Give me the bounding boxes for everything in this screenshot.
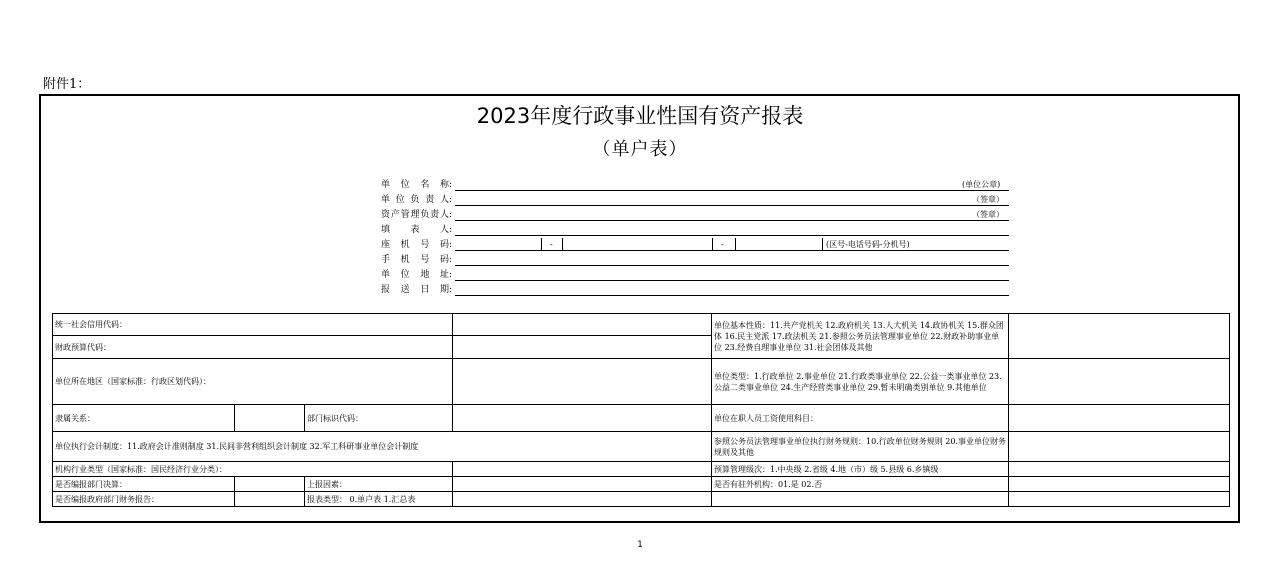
field-colon: :	[449, 225, 453, 235]
field-colon: :	[449, 285, 453, 295]
field-divider	[562, 238, 563, 250]
field-asset-head	[0, 209, 1280, 223]
asset-head-input-line[interactable]	[455, 220, 1009, 221]
region-value[interactable]	[453, 359, 712, 405]
phone-format-note: (区号-电话号码-分机号)	[826, 240, 910, 249]
unit-seal-note: (单位公章)	[962, 180, 1001, 189]
filler-input-line[interactable]	[455, 235, 1009, 236]
industry-value[interactable]	[453, 462, 712, 477]
table-row	[53, 477, 1230, 492]
field-unit-head	[0, 194, 1280, 208]
attachment-label: 附件1：	[43, 77, 91, 92]
accounting-system-label: 单位执行会计制度：11.政府会计准则制度 31.民间非营利组织会计制度 32.军工科研事业单位会计制度	[53, 432, 712, 462]
staff-subject-label: 单位在职人员工资使用科目：	[712, 405, 1009, 432]
unit-nature-value[interactable]	[1009, 314, 1230, 359]
field-filler	[0, 224, 1280, 238]
field-label: 填 表 人	[381, 225, 449, 235]
dept-code-value[interactable]	[453, 405, 712, 432]
field-landline	[0, 239, 1280, 253]
branch-label: 是否有驻外机构：01.是 02.否	[712, 477, 1009, 492]
field-label: 手 机 号 码	[381, 255, 449, 265]
report-subtitle: （单户表）	[592, 139, 688, 160]
finance-rules-label: 参照公务员法管理事业单位执行财务规则：10.行政单位财务规则 20.事业单位财务规则及其他	[712, 432, 1009, 462]
field-divider	[712, 238, 713, 250]
address-input-line[interactable]	[455, 280, 1009, 281]
field-mobile	[0, 254, 1280, 268]
table-row	[53, 314, 1230, 336]
dept-code-label: 部门标识代码：	[305, 405, 453, 432]
staff-subject-value[interactable]	[1009, 405, 1230, 432]
unit-info-table	[52, 313, 1230, 507]
field-address	[0, 269, 1280, 283]
empty-cell	[712, 492, 1009, 507]
gov-report-label: 是否编报政府部门财务报告：	[53, 492, 235, 507]
table-row	[53, 492, 1230, 507]
signature-note: （签章）	[972, 210, 1004, 219]
field-colon: :	[449, 270, 453, 280]
table-row	[53, 359, 1230, 405]
field-label: 资产管理负责人	[381, 210, 449, 220]
unit-head-input-line[interactable]	[455, 205, 1009, 206]
budget-code-label: 财政预算代码：	[53, 336, 453, 359]
affiliation-value[interactable]	[235, 405, 305, 432]
page-number: 1	[637, 540, 643, 550]
budget-code-value[interactable]	[453, 336, 712, 359]
table-row	[53, 462, 1230, 477]
field-colon: :	[449, 255, 453, 265]
report-type-label: 报表类型： 0.单户表 1.汇总表	[305, 492, 453, 507]
mobile-input-line[interactable]	[455, 265, 1009, 266]
report-title: 2023年度行政事业性国有资产报表	[476, 104, 804, 128]
gov-report-value[interactable]	[235, 492, 305, 507]
budget-level-label: 预算管理级次：1.中央级 2.省级 4.地（市）级 5.县级 6.乡镇级	[712, 462, 1009, 477]
report-factor-label: 上报因素：	[305, 477, 453, 492]
region-label: 单位所在地区（国家标准：行政区划代码）：	[53, 359, 453, 405]
dash-separator: -	[721, 240, 724, 249]
unit-nature-label: 单位基本性质：11.共产党机关 12.政府机关 13.人大机关 14.政协机关 15.群众团体 16.民主党派 17.政法机关 21.参照公务员法管理事业单位 22.财政补助事业单位 23.经费自理事业单位 31.社会团体及其他	[712, 314, 1009, 359]
industry-label: 机构行业类型（国家标准：国民经济行业分类）：	[53, 462, 453, 477]
budget-level-value[interactable]	[1009, 462, 1230, 477]
report-date-input-line[interactable]	[455, 295, 1009, 296]
field-colon: :	[449, 240, 453, 250]
dept-final-label: 是否编报部门决算：	[53, 477, 235, 492]
finance-rules-value[interactable]	[1009, 432, 1230, 462]
field-unit-name	[0, 179, 1280, 193]
field-label: 单位负责人	[381, 195, 449, 205]
branch-value[interactable]	[1009, 477, 1230, 492]
field-divider	[822, 238, 823, 250]
table-row	[53, 405, 1230, 432]
report-factor-value[interactable]	[453, 477, 712, 492]
signature-note: （签章）	[972, 195, 1004, 204]
field-colon: :	[449, 195, 453, 205]
field-label: 单 位 地 址	[381, 270, 449, 280]
empty-cell	[1009, 492, 1230, 507]
affiliation-label: 隶属关系：	[53, 405, 235, 432]
field-label: 座 机 号 码	[381, 240, 449, 250]
unit-type-value[interactable]	[1009, 359, 1230, 405]
field-label: 单 位 名 称	[381, 180, 449, 190]
landline-input-line[interactable]	[455, 250, 1009, 251]
field-colon: :	[449, 210, 453, 220]
field-colon: :	[449, 180, 453, 190]
unit-name-input-line[interactable]	[455, 190, 1009, 191]
field-divider	[735, 238, 736, 250]
field-report-date	[0, 284, 1280, 298]
unit-type-label: 单位类型：1.行政单位 2.事业单位 21.行政类事业单位 22.公益一类事业单位 23.公益二类事业单位 24.生产经营类事业单位 29.暂未明确类别单位 9.其他单位	[712, 359, 1009, 405]
credit-code-value[interactable]	[453, 314, 712, 336]
field-divider	[541, 238, 542, 250]
dash-separator: -	[550, 240, 553, 249]
report-type-value[interactable]	[453, 492, 712, 507]
dept-final-value[interactable]	[235, 477, 305, 492]
table-row	[53, 432, 1230, 462]
credit-code-label: 统一社会信用代码：	[53, 314, 453, 336]
field-label: 报 送 日 期	[381, 285, 449, 295]
